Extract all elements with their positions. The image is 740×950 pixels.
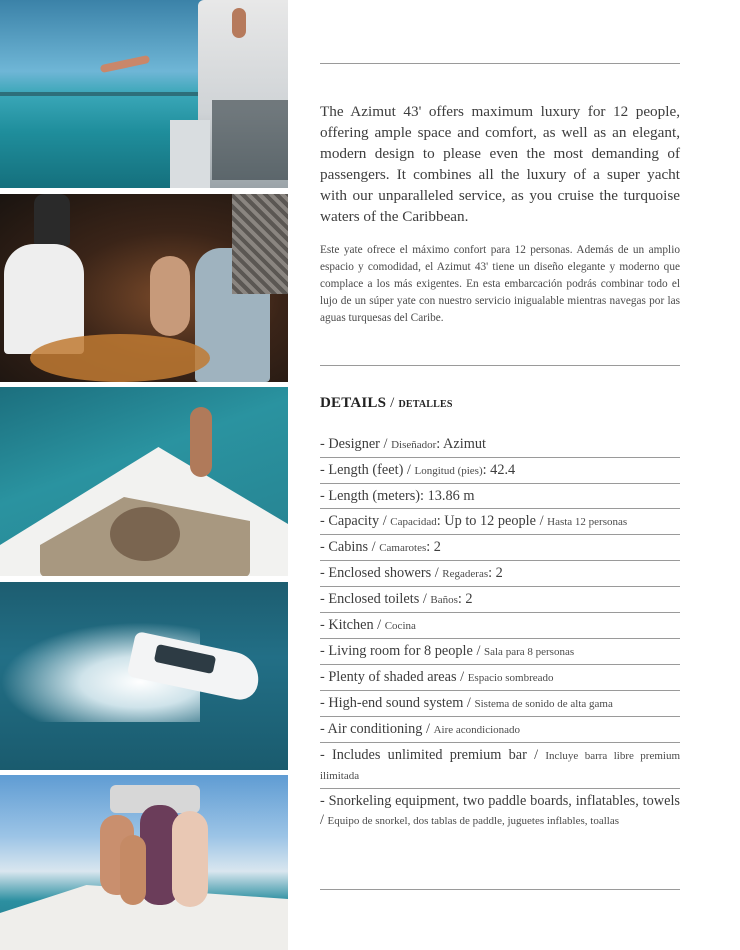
item-separator: / <box>526 747 546 763</box>
item-label-es: Sala para 8 personas <box>484 646 575 658</box>
item-label: - Designer <box>320 436 380 452</box>
item-label: - Snorkeling equipment, two paddle boards, inflatables, towels <box>320 793 680 809</box>
photo-yacht-diving <box>0 0 288 188</box>
item-value-es: Hasta 12 personas <box>547 516 628 528</box>
details-subtitle: detalles <box>398 396 453 411</box>
item-separator: / <box>431 565 443 581</box>
details-list <box>320 432 680 833</box>
list-item <box>320 691 680 717</box>
item-label: - Kitchen <box>320 617 374 633</box>
item-label-es: Camarotes <box>379 542 427 554</box>
item-separator: / <box>320 812 328 828</box>
divider-middle <box>320 365 680 366</box>
item-label-es: Sistema de sonido de alta gama <box>474 698 613 710</box>
item-label: - Length (feet) <box>320 462 404 478</box>
item-separator: / <box>536 513 548 529</box>
item-value: : 2 <box>426 539 441 555</box>
item-value: : 42.4 <box>482 462 516 478</box>
list-item <box>320 458 680 484</box>
item-separator: / <box>368 539 380 555</box>
item-label-es: Cocina <box>384 620 416 632</box>
item-value: : Azimut <box>436 436 486 452</box>
item-value: : Up to 12 people <box>436 513 536 529</box>
item-label-es: Incluye barra libre premium ilimitada <box>320 750 681 782</box>
list-item <box>320 561 680 587</box>
list-item <box>320 484 680 509</box>
item-label: - High-end sound system <box>320 695 464 711</box>
item-label: - Length (meters): 13.86 m <box>320 488 475 504</box>
item-value: : 2 <box>488 565 503 581</box>
intro-english: The Azimut 43' offers maximum luxury for 12 people, offering ample space and comfort, as well as an elegant, modern design to please even the most demanding of passengers. It combines all the luxury of a super yacht with our unparalleled service, as you cruise the turquoise waters of the Caribbean. <box>320 103 680 225</box>
item-label: - Cabins <box>320 539 369 555</box>
item-label: - Enclosed showers <box>320 565 432 581</box>
photo-yacht-cruising <box>0 582 288 770</box>
item-separator: / <box>403 462 415 478</box>
item-label: - Includes unlimited premium bar <box>320 747 527 763</box>
divider-top <box>320 63 680 64</box>
list-item <box>320 743 680 789</box>
list-item <box>320 587 680 613</box>
item-label-es: Capacidad <box>390 516 437 528</box>
item-separator: / <box>379 436 392 452</box>
details-separator: / <box>390 395 395 411</box>
item-label-es: Espacio sombreado <box>467 672 554 684</box>
photo-column <box>0 0 288 950</box>
list-item <box>320 509 680 535</box>
item-label: - Capacity <box>320 513 380 529</box>
item-separator: / <box>456 669 468 685</box>
item-separator: / <box>419 591 431 607</box>
list-item <box>320 432 680 458</box>
item-separator: / <box>472 643 484 659</box>
item-separator: / <box>379 513 391 529</box>
details-title: DETAILS <box>320 395 387 411</box>
item-value: : 2 <box>457 591 473 607</box>
intro-spanish: Este yate ofrece el máximo confort para 12 personas. Además de un amplio espacio y comodidad, el Azimut 43' tiene un diseño elegante y moderno que complace a los más exigentes. En esta embarcación podrás combinar todo el lujo de un súper yate con nuestro servicio inigualable mientras navegas por las aguas turquesas del Caribe. <box>320 244 680 324</box>
list-item <box>320 665 680 691</box>
item-label-es: Diseñador <box>391 439 437 451</box>
divider-bottom <box>320 889 680 890</box>
item-label-es: Longitud (pies) <box>414 465 483 477</box>
item-separator: / <box>463 695 475 711</box>
item-label-es: Equipo de snorkel, dos tablas de paddle, juguetes inflables, toallas <box>327 815 619 827</box>
list-item <box>320 613 680 639</box>
list-item <box>320 789 680 833</box>
list-item <box>320 535 680 561</box>
item-label-es: Baños <box>430 594 458 606</box>
item-label: - Living room for 8 people <box>320 643 473 659</box>
item-label-es: Regaderas <box>442 568 489 580</box>
list-item <box>320 639 680 665</box>
list-item <box>320 717 680 743</box>
item-label-es: Aire acondicionado <box>433 724 521 736</box>
item-label: - Enclosed toilets <box>320 591 420 607</box>
item-label: - Plenty of shaded areas <box>320 669 457 685</box>
photo-bow-sunbathing <box>0 387 288 576</box>
photo-dinner <box>0 194 288 382</box>
item-label: - Air conditioning <box>320 721 423 737</box>
photo-family-deck <box>0 775 288 950</box>
details-heading <box>320 395 680 412</box>
item-separator: / <box>373 617 385 633</box>
item-separator: / <box>422 721 434 737</box>
